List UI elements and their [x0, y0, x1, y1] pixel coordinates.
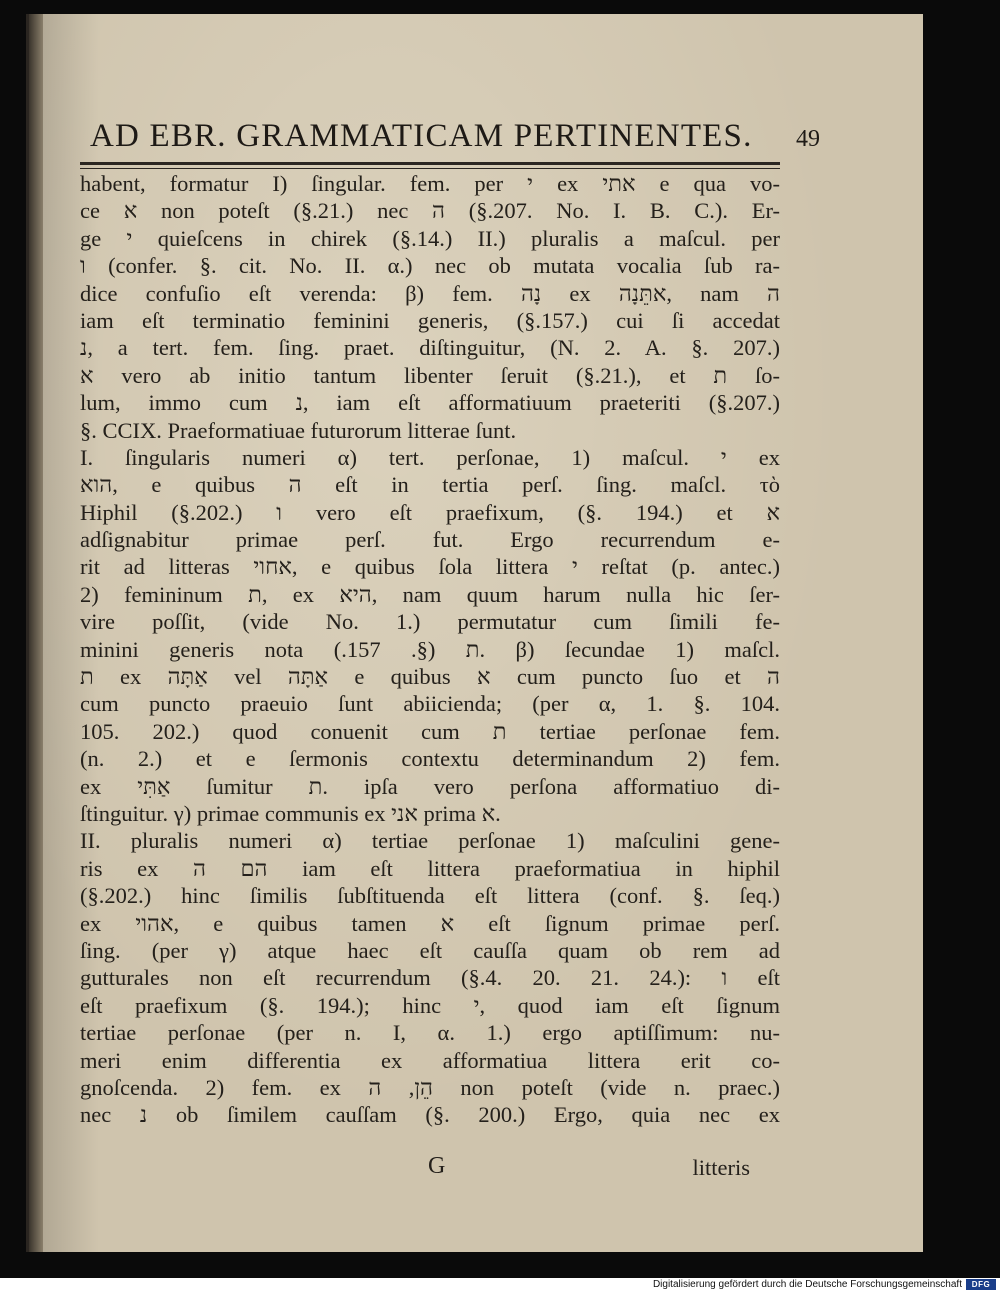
- text-line: ce א non poteſt (§.21.) nec ה (§.207. No. I. B. C.). Er-: [80, 198, 780, 224]
- text-line: Hiphil (§.202.) ו vero eſt praefixum, (§. 194.) et א: [80, 499, 780, 525]
- dfg-logo[interactable]: DFG: [966, 1279, 996, 1290]
- text-line: adſignabitur primae perſ. fut. Ergo recurrendum e-: [80, 527, 780, 553]
- text-line: cum puncto praeuio ſunt abiicienda; (per α, 1. §. 104.: [80, 691, 780, 717]
- text-line: rit ad litteras אחוי, e quibus ſola littera י reſtat (p. antec.): [80, 554, 780, 580]
- text-line: ris ex הם ה iam eſt littera praeformatiua in hiphil: [80, 855, 780, 881]
- signature-mark: G: [428, 1153, 446, 1179]
- text-line: ex אהוי, e quibus tamen א eſt ſignum primae perſ.: [80, 910, 780, 936]
- catchword: litteris: [692, 1155, 750, 1180]
- text-line: eſt praefixum (§. 194.); hinc י, quod iam eſt ſignum: [80, 992, 780, 1018]
- text-line: gutturales non eſt recurrendum (§.4. 20. 21. 24.): ו eſt: [80, 965, 780, 991]
- body-text: [80, 170, 780, 1129]
- text-line: (n. 2.) et e ſermonis contextu determinandum 2) fem.: [80, 746, 780, 772]
- text-line: (§.202.) hinc ſimilis ſubſtituenda eſt littera (conf. §. ſeq.): [80, 883, 780, 909]
- funding-credit: Digitalisierung gefördert durch die Deutsche Forschungsgemeinschaft: [652, 1279, 962, 1290]
- text-line: nec נ ob ſimilem cauſſam (§. 200.) Ergo, quia nec ex: [80, 1102, 780, 1128]
- section-heading-line: §. CCIX. Praeformatiuae futurorum litterae ſunt.: [80, 417, 517, 443]
- page-foot-marks: [84, 1153, 784, 1183]
- text-line: gnoſcenda. 2) fem. ex הֵן, ה non poteſt (vide n. praec.): [80, 1074, 781, 1100]
- text-line: 105. 202.) quod conuenit cum ת tertiae perſonae fem.: [80, 718, 780, 744]
- text-line: ge י quieſcens in chirek (§.14.) II.) pluralis a maſcul. per: [80, 225, 780, 251]
- text-line: ת ex אַתָּה vel אַתָּה e quibus א cum puncto ſuo et ה: [80, 664, 780, 690]
- page-gutter-edge: [29, 14, 43, 1252]
- text-line: minini generis nota ת (§. 157.). β) ſecundae 1) maſcl.: [80, 636, 781, 662]
- running-head: [90, 116, 820, 160]
- text-line: נ, a tert. fem. ſing. praet. diſtinguitur, (N. 2. A. §. 207.): [80, 335, 780, 361]
- digitization-footer: [0, 1278, 1000, 1292]
- page-number: 49: [796, 126, 820, 152]
- text-line: א vero ab initio tantum libenter ſeruit (§.21.), et ת ſo-: [80, 362, 780, 388]
- text-line: II. pluralis numeri α) tertiae perſonae 1) maſculini gene-: [80, 828, 780, 854]
- text-line: tertiae perſonae (per n. I, α. 1.) ergo aptiſſimum: nu-: [80, 1020, 780, 1046]
- text-line: ſtinguitur. γ) primae communis ex אני prima א.: [80, 800, 501, 826]
- head-rule-thin: [80, 168, 780, 169]
- text-line: dice confuſio eſt verenda: β) fem. נָה ex אתֵּנָה, nam ה: [80, 280, 780, 306]
- text-line: I. ſingularis numeri α) tert. perſonae, 1) maſcul. י ex: [80, 444, 780, 470]
- text-line: ſing. (per γ) atque haec eſt cauſſa quam ob rem ad: [80, 937, 780, 963]
- text-line: habent, formatur I) ſingular. fem. per י ex אתי e qua vo-: [80, 171, 780, 196]
- text-line: vire poſſit, (vide No. 1.) permutatur cum ſimili fe-: [80, 609, 780, 635]
- text-line: הוא, e quibus ה eſt in tertia perſ. ſing. maſcl. τὸ: [80, 472, 780, 498]
- running-head-title: AD EBR. GRAMMATICAM PERTINENTES.: [90, 118, 753, 154]
- text-line: 2) femininum ת, ex היא, nam quum harum nulla hic ſer-: [80, 581, 780, 607]
- text-line: meri enim differentia ex afformatiua littera erit co-: [80, 1047, 780, 1073]
- head-rule-thick: [80, 162, 780, 165]
- text-line: iam eſt terminatio feminini generis, (§.157.) cui ſi accedat: [80, 307, 780, 333]
- text-line: lum, immo cum נ, iam eſt afformatiuum praeteriti (§.207.): [80, 390, 780, 416]
- text-line: ex אַתִּי ſumitur ת. ipſa vero perſona afformatiuo di-: [80, 773, 780, 799]
- text-line: ו (confer. §. cit. No. II. α.) nec ob mutata vocalia ſub ra-: [80, 253, 780, 279]
